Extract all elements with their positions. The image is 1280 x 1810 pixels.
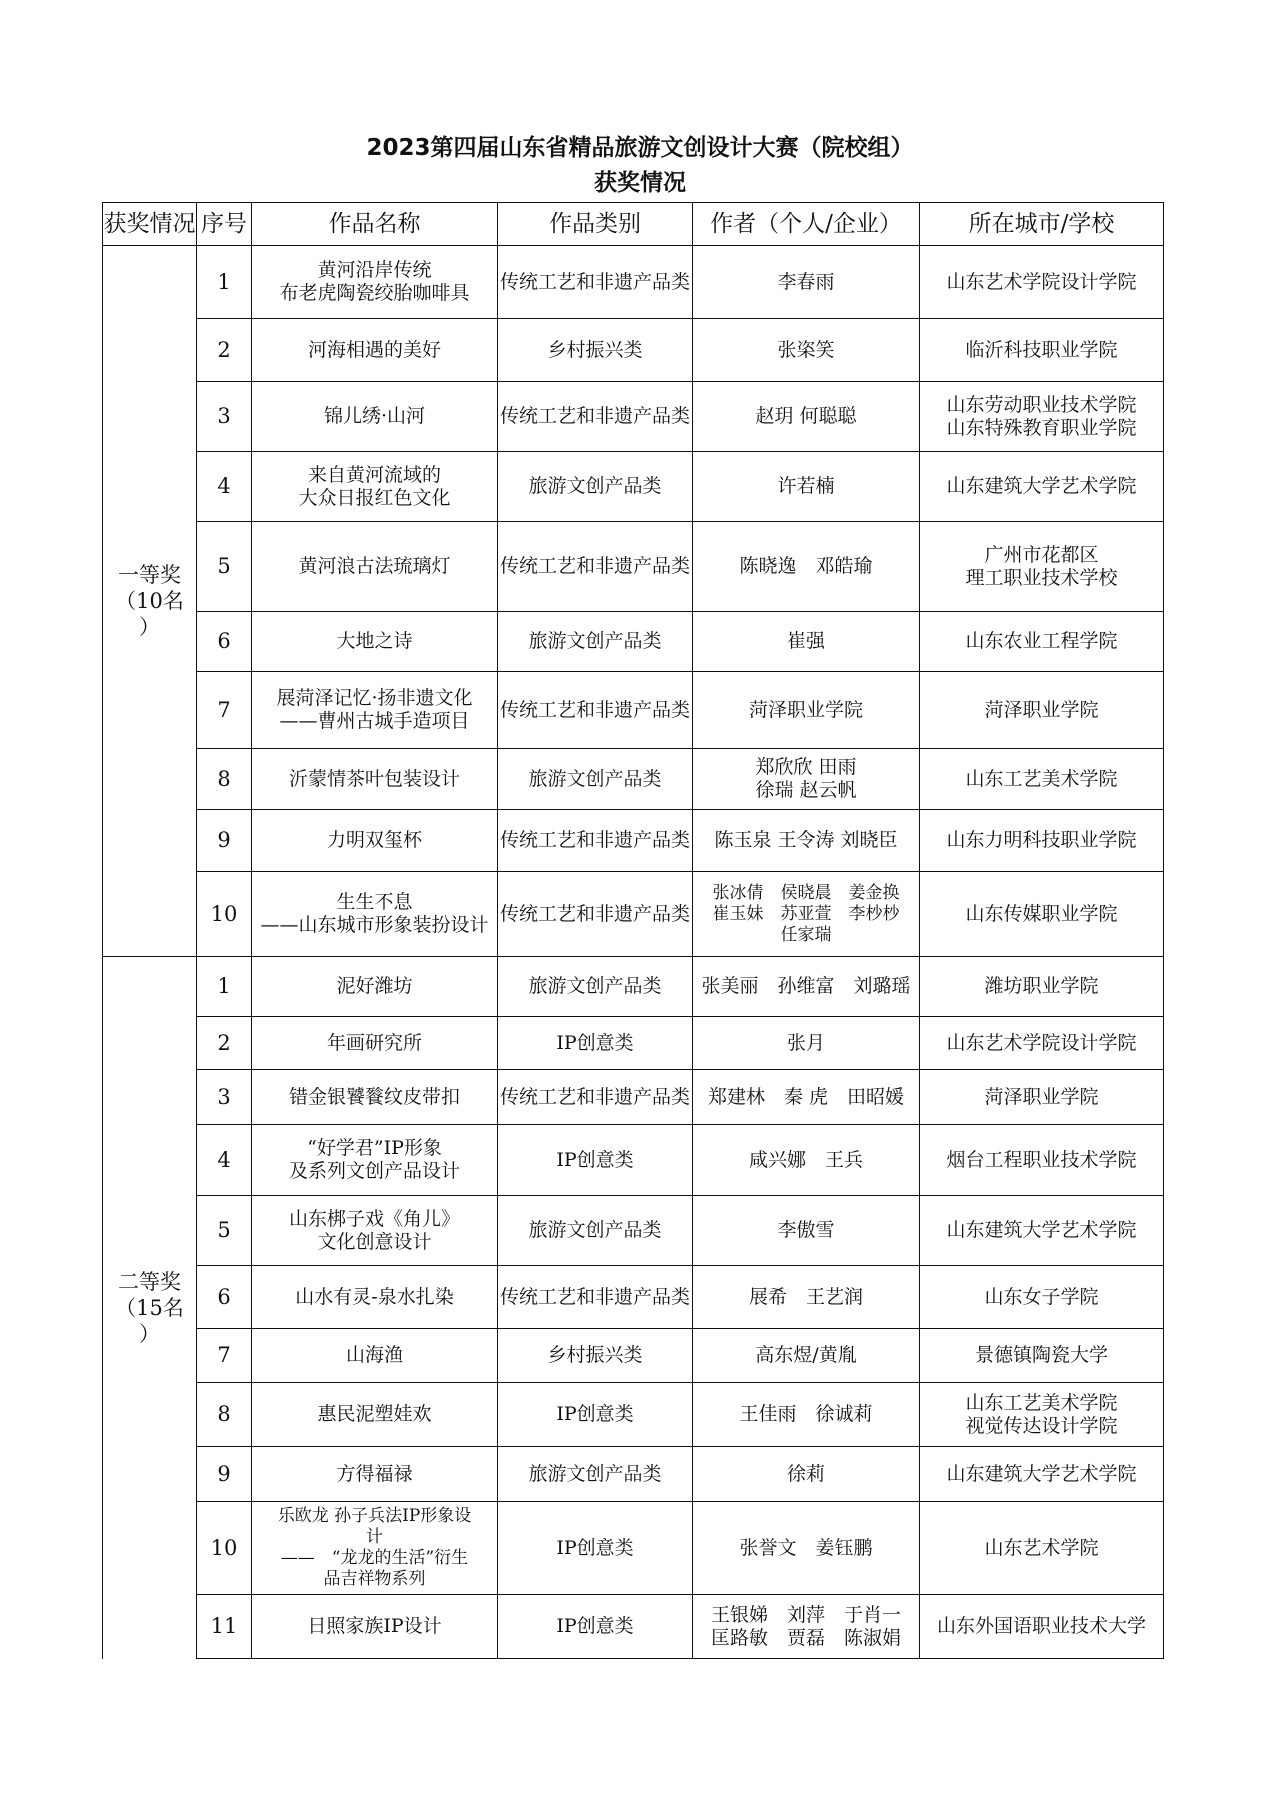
cell-seq: 2: [197, 1017, 252, 1070]
cell-seq: 7: [197, 1329, 252, 1383]
cell-seq: 9: [197, 810, 252, 872]
header-seq: 序号: [197, 203, 252, 246]
cell-seq: 3: [197, 1070, 252, 1125]
cell-category: 传统工艺和非遗产品类: [498, 382, 693, 452]
cell-school: 菏泽职业学院: [920, 672, 1164, 749]
cell-author: 展希 王艺润: [693, 1266, 920, 1329]
table-row: [103, 749, 1164, 810]
cell-category: 乡村振兴类: [498, 1329, 693, 1383]
cell-author: 徐莉: [693, 1447, 920, 1502]
cell-author: 高东煜/黄胤: [693, 1329, 920, 1383]
table-row: [103, 382, 1164, 452]
cell-author: 王佳雨 徐诚莉: [693, 1383, 920, 1447]
cell-seq: 9: [197, 1447, 252, 1502]
cell-category: 旅游文创产品类: [498, 612, 693, 672]
cell-school: 烟台工程职业技术学院: [920, 1125, 1164, 1196]
cell-school: 山东女子学院: [920, 1266, 1164, 1329]
cell-author: 陈玉泉 王令涛 刘晓臣: [693, 810, 920, 872]
cell-school: 山东艺术学院设计学院: [920, 1017, 1164, 1070]
cell-seq: 6: [197, 1266, 252, 1329]
table-row: [103, 1329, 1164, 1383]
cell-work: 黄河浪古法琉璃灯: [252, 522, 498, 612]
cell-work: 沂蒙情茶叶包装设计: [252, 749, 498, 810]
cell-category: 传统工艺和非遗产品类: [498, 1266, 693, 1329]
table-row: [103, 1266, 1164, 1329]
cell-school: 山东艺术学院: [920, 1502, 1164, 1595]
cell-school: 山东工艺美术学院 视觉传达设计学院: [920, 1383, 1164, 1447]
cell-author: 菏泽职业学院: [693, 672, 920, 749]
cell-school: 山东劳动职业技术学院 山东特殊教育职业学院: [920, 382, 1164, 452]
cell-school: 山东建筑大学艺术学院: [920, 1196, 1164, 1266]
cell-work: 黄河沿岸传统 布老虎陶瓷绞胎咖啡具: [252, 246, 498, 319]
cell-school: 山东力明科技职业学院: [920, 810, 1164, 872]
cell-category: 旅游文创产品类: [498, 1447, 693, 1502]
cell-work: 锦儿绣·山河: [252, 382, 498, 452]
cell-school: 山东工艺美术学院: [920, 749, 1164, 810]
table-row: [103, 1070, 1164, 1125]
cell-work: 山东梆子戏《角儿》 文化创意设计: [252, 1196, 498, 1266]
table-row: [103, 1595, 1164, 1659]
cell-work: 展菏泽记忆·扬非遗文化 ——曹州古城手造项目: [252, 672, 498, 749]
header-school: 所在城市/学校: [920, 203, 1164, 246]
cell-seq: 11: [197, 1595, 252, 1659]
header-category: 作品类别: [498, 203, 693, 246]
cell-seq: 2: [197, 319, 252, 382]
cell-author: 郑建林 秦 虎 田昭媛: [693, 1070, 920, 1125]
table-row: [103, 1447, 1164, 1502]
cell-category: 传统工艺和非遗产品类: [498, 522, 693, 612]
cell-category: 旅游文创产品类: [498, 452, 693, 522]
cell-work: 来自黄河流域的 大众日报红色文化: [252, 452, 498, 522]
cell-work: 方得福禄: [252, 1447, 498, 1502]
cell-school: 山东建筑大学艺术学院: [920, 452, 1164, 522]
cell-school: 山东农业工程学院: [920, 612, 1164, 672]
cell-school: 山东传媒职业学院: [920, 872, 1164, 957]
cell-school: 山东建筑大学艺术学院: [920, 1447, 1164, 1502]
header-work: 作品名称: [252, 203, 498, 246]
cell-seq: 10: [197, 872, 252, 957]
cell-seq: 10: [197, 1502, 252, 1595]
award-second-prize: 二等奖 （15名 ）: [103, 957, 197, 1659]
cell-work: 山水有灵-泉水扎染: [252, 1266, 498, 1329]
cell-seq: 7: [197, 672, 252, 749]
cell-author: 赵玥 何聪聪: [693, 382, 920, 452]
cell-seq: 1: [197, 957, 252, 1017]
cell-work: 大地之诗: [252, 612, 498, 672]
header-award: 获奖情况: [103, 203, 197, 246]
table-row: [103, 872, 1164, 957]
cell-school: 临沂科技职业学院: [920, 319, 1164, 382]
cell-category: IP创意类: [498, 1502, 693, 1595]
cell-author: 咸兴娜 王兵: [693, 1125, 920, 1196]
awards-table: [102, 202, 1164, 1659]
cell-seq: 6: [197, 612, 252, 672]
cell-author: 张月: [693, 1017, 920, 1070]
cell-work: “好学君”IP形象 及系列文创产品设计: [252, 1125, 498, 1196]
cell-author: 张美丽 孙维富 刘璐瑶: [693, 957, 920, 1017]
cell-seq: 5: [197, 1196, 252, 1266]
cell-seq: 8: [197, 749, 252, 810]
cell-author: 许若楠: [693, 452, 920, 522]
cell-work: 错金银饕餮纹皮带扣: [252, 1070, 498, 1125]
cell-category: IP创意类: [498, 1383, 693, 1447]
table-row: [103, 319, 1164, 382]
cell-work: 乐欧龙 孙子兵法IP形象设 计 —— “龙龙的生活”衍生 品吉祥物系列: [252, 1502, 498, 1595]
cell-category: 旅游文创产品类: [498, 957, 693, 1017]
cell-school: 菏泽职业学院: [920, 1070, 1164, 1125]
table-row: [103, 957, 1164, 1017]
cell-work: 力明双玺杯: [252, 810, 498, 872]
table-row: [103, 452, 1164, 522]
cell-author: 陈晓逸 邓皓瑜: [693, 522, 920, 612]
cell-author: 张栥笑: [693, 319, 920, 382]
cell-seq: 3: [197, 382, 252, 452]
cell-category: IP创意类: [498, 1017, 693, 1070]
cell-school: 景德镇陶瓷大学: [920, 1329, 1164, 1383]
cell-work: 泥好潍坊: [252, 957, 498, 1017]
cell-author: 李春雨: [693, 246, 920, 319]
cell-category: 传统工艺和非遗产品类: [498, 1070, 693, 1125]
cell-category: 传统工艺和非遗产品类: [498, 872, 693, 957]
cell-author: 李傲雪: [693, 1196, 920, 1266]
cell-school: 山东外国语职业技术大学: [920, 1595, 1164, 1659]
cell-author: 郑欣欣 田雨 徐瑞 赵云帆: [693, 749, 920, 810]
table-row: [103, 612, 1164, 672]
cell-work: 生生不息 ——山东城市形象装扮设计: [252, 872, 498, 957]
cell-author: 张冰倩 侯晓晨 姜金换 崔玉妹 苏亚萱 李杪杪 任家瑞: [693, 872, 920, 957]
cell-work: 年画研究所: [252, 1017, 498, 1070]
table-row: [103, 246, 1164, 319]
cell-category: 传统工艺和非遗产品类: [498, 810, 693, 872]
cell-seq: 4: [197, 1125, 252, 1196]
cell-category: 传统工艺和非遗产品类: [498, 246, 693, 319]
table-row: [103, 522, 1164, 612]
cell-school: 山东艺术学院设计学院: [920, 246, 1164, 319]
cell-seq: 5: [197, 522, 252, 612]
cell-school: 潍坊职业学院: [920, 957, 1164, 1017]
table-row: [103, 1125, 1164, 1196]
table-row: [103, 810, 1164, 872]
award-first-prize: 一等奖 （10名 ）: [103, 246, 197, 957]
cell-seq: 4: [197, 452, 252, 522]
cell-work: 山海渔: [252, 1329, 498, 1383]
cell-work: 日照家族IP设计: [252, 1595, 498, 1659]
cell-author: 崔强: [693, 612, 920, 672]
table-row: [103, 1196, 1164, 1266]
table-row: [103, 672, 1164, 749]
document-title: 2023第四届山东省精品旅游文创设计大赛（院校组）: [366, 135, 914, 161]
cell-category: 乡村振兴类: [498, 319, 693, 382]
cell-seq: 1: [197, 246, 252, 319]
cell-category: 旅游文创产品类: [498, 749, 693, 810]
cell-category: 旅游文创产品类: [498, 1196, 693, 1266]
header-author: 作者（个人/企业）: [693, 203, 920, 246]
table-row: [103, 1017, 1164, 1070]
cell-category: IP创意类: [498, 1595, 693, 1659]
cell-school: 广州市花都区 理工职业技术学校: [920, 522, 1164, 612]
table-header-row: [103, 203, 1164, 246]
table-row: [103, 1383, 1164, 1447]
cell-category: 传统工艺和非遗产品类: [498, 672, 693, 749]
cell-work: 惠民泥塑娃欢: [252, 1383, 498, 1447]
cell-author: 王银娣 刘萍 于肖一 匡路敏 贾磊 陈淑娟: [693, 1595, 920, 1659]
table-row: [103, 1502, 1164, 1595]
cell-author: 张誉文 姜钰鹏: [693, 1502, 920, 1595]
cell-seq: 8: [197, 1383, 252, 1447]
cell-work: 河海相遇的美好: [252, 319, 498, 382]
document-subtitle: 获奖情况: [594, 170, 686, 196]
cell-category: IP创意类: [498, 1125, 693, 1196]
